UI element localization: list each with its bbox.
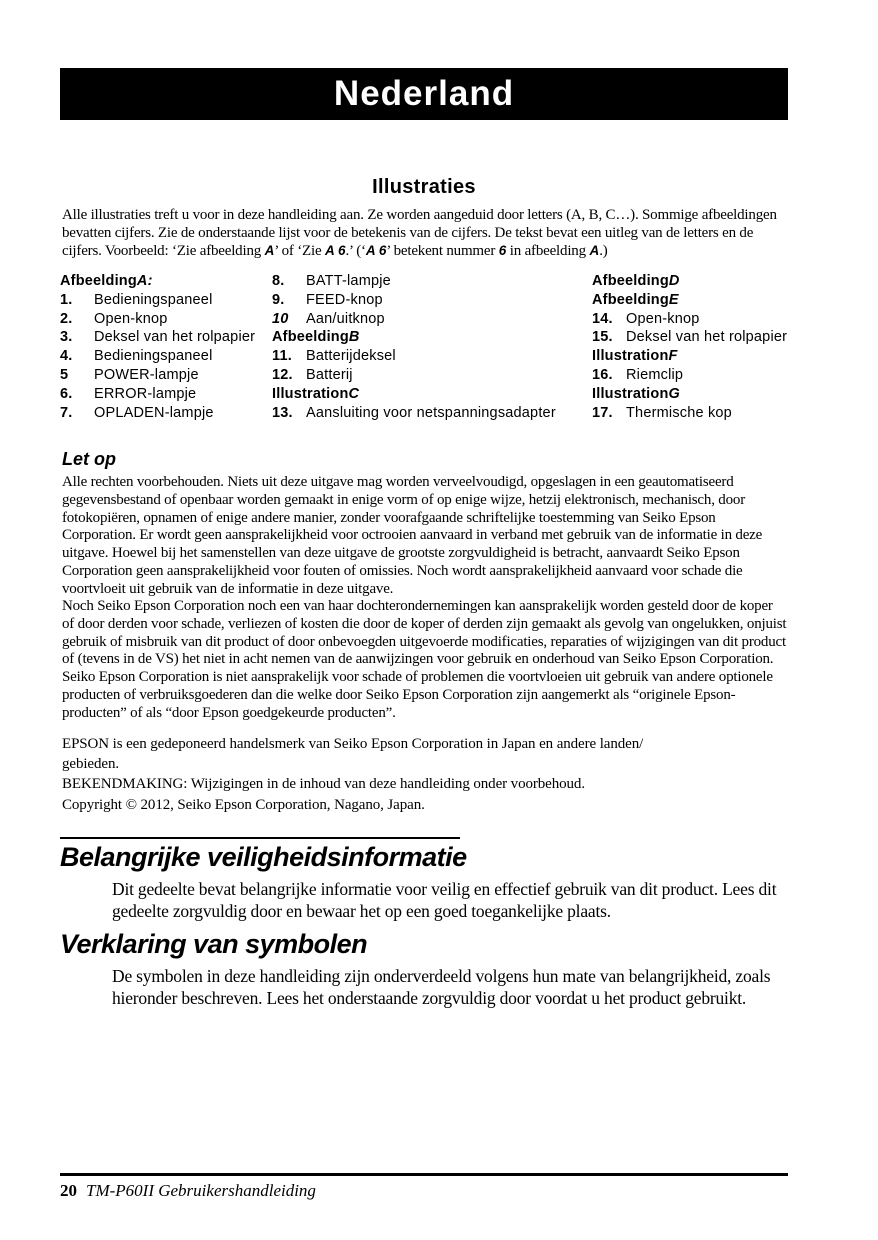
list-item [272,347,592,366]
list-header-letter: E [668,291,679,308]
list-header-label: Illustration [592,348,669,365]
list-item-number: 6. [60,385,73,402]
intro-text: ’ betekent nummer [386,243,499,259]
list-item-number: 11. [272,348,292,365]
figure-ref: A 6 [365,243,387,258]
legend-column-3 [592,272,787,422]
list-item-number: 5 [60,366,69,383]
list-item-label: ERROR-lampje [94,385,197,402]
list-header-letter: F [668,348,678,365]
symbols-heading: Verklaring van symbolen [60,929,368,960]
caution-heading: Let op [62,449,116,470]
language-banner: Nederland [60,68,788,120]
list-header-label: Afbeelding [592,273,669,289]
intro-text: .’ (‘ [345,243,366,259]
intro-paragraph [62,206,786,260]
list-item-number: 14. [592,310,613,327]
intro-text: Alle illustraties treft u voor in deze handleiding aan. Ze worden aangeduid door letters (A, B, C…). Sommige afbeeldingen bevatten cijfers. Zie de onderstaande lijst voor de betekenis van de cijfers. De tekst bevat een uitleg van de letters en de cijfers. Voorbeeld: ‘Zie afbeelding [62,207,777,259]
figure-letter: A [589,243,600,258]
list-header-letter: G [668,385,680,402]
list-item [60,385,272,404]
list-item-label: Batterij [306,366,353,383]
list-header-label: Illustration [592,385,669,402]
illustrations-heading: Illustraties [372,176,476,198]
list-header [592,272,787,291]
list-item-number: 12. [272,366,293,383]
figure-ref: A 6 [324,243,346,258]
list-item-label: Riemclip [626,366,684,383]
intro-text: in afbeelding [506,243,590,259]
list-header-label: Afbeelding [592,291,669,308]
list-item-label: OPLADEN-lampje [94,404,214,421]
list-item-number: 2. [60,310,73,327]
list-item-number: 1. [60,291,73,308]
list-header [60,272,272,291]
list-item-number: 7. [60,404,73,421]
list-item [60,404,272,423]
list-header-label: Illustration [272,385,349,402]
list-item [272,272,592,291]
manual-title: TM-P60II Gebruikershandleiding [86,1181,316,1200]
list-item-number: 8. [272,273,285,289]
list-item-number: 15. [592,329,613,346]
list-item-label: Deksel van het rolpapier [94,329,256,346]
section-overline [60,837,460,839]
intro-text: .) [599,243,608,259]
legend-column-1 [60,272,272,422]
list-item-number: 3. [60,329,73,346]
list-item-label: Aan/uitknop [306,310,385,327]
list-item-label: BATT-lampje [306,273,391,289]
list-header-label: Afbeelding [272,329,349,346]
list-item-number: 16. [592,366,613,383]
intro-text: ’ of ‘Zie [274,243,325,259]
list-item [60,291,272,310]
legend-column-2 [272,272,592,422]
list-item [592,404,787,423]
list-item-number: 10 [272,310,289,327]
list-item [60,310,272,329]
legal-paragraph-3: Seiko Epson Corporation is niet aansprakelijk voor schade of problemen die voortvloeien uit gebruik van andere optionele producten of verbruiksgoederen dan die welke door Seiko Epson Corporation zijn aangemerkt als “originele Epson-producten” of als “door Epson goedgekeurde producten”. [62,669,773,721]
footer-rule [60,1173,788,1176]
trademark-line: EPSON is een gedeponeerd handelsmerk van Seiko Epson Corporation in Japan en andere landen/ [62,736,644,753]
list-header [592,385,787,404]
figure-legend-columns [60,272,788,422]
list-item-label: Aansluiting voor netspanningsadapter [306,404,556,421]
list-item [592,310,787,329]
list-item-label: FEED-knop [306,291,383,308]
list-item-label: Bedieningspaneel [94,291,213,308]
list-item-label: Batterijdeksel [306,348,396,365]
page-content [60,0,788,1009]
safety-info-heading: Belangrijke veiligheidsinformatie [60,842,467,873]
list-header [272,385,592,404]
list-item [60,347,272,366]
list-item [60,328,272,347]
list-header [592,291,787,310]
list-item-label: Bedieningspaneel [94,348,213,365]
trademark-line: gebieden. [62,756,119,773]
list-item [272,404,592,423]
list-item [592,328,787,347]
legal-paragraph-2: Noch Seiko Epson Corporation noch een van haar dochterondernemingen kan aansprakelijk worden gesteld door de koper of door derden voor schade, verliezen of kosten die door de koper of derden zijn gemaakt als gevolg van ongelukken, onjuist gebruik of misbruik van dit product of door onbevoegden uitgevoerde modificaties, reparaties of wijzigingen van dit product of (tevens in de VS) het niet in acht nemen van de aanwijzingen voor gebruik en onderhoud van Seiko Epson Corporation. [62,598,787,668]
list-header [592,347,787,366]
list-item-label: Open-knop [626,310,700,327]
page-footer [60,1181,316,1201]
list-header-label: Afbeelding [60,273,137,289]
trademark-notices [62,734,788,815]
symbols-paragraph: De symbolen in deze handleiding zijn onderverdeeld volgens hun mate van belangrijkheid, zoals hieronder beschreven. Lees het onderstaande zorgvuldig door voordat u het product gebruikt. [112,966,771,1009]
notice-line: BEKENDMAKING: Wijzigingen in de inhoud van deze handleiding onder voorbehoud. [62,776,585,793]
legal-paragraph-1: Alle rechten voorbehouden. Niets uit deze uitgave mag worden verveelvoudigd, opgeslagen in een geautomatiseerd gegevensbestand of openbaar worden gemaakt in enige vorm of op enige wijze, hetzij elektronisch, mechanisch, door fotokopiëren, opnamen of enige andere manier, zonder voorafgaande schriftelijke toestemming van Seiko Epson Corporation. Er wordt geen aansprakelijkheid voor octrooien aanvaard in verband met gebruik van de informatie in deze uitgave. Hoewel bij het samenstellen van deze uitgave de grootste zorgvuldigheid is betracht, aanvaardt Seiko Epson Corporation geen aansprakelijkheid voor fouten of omissies. Noch wordt aansprakelijkheid aanvaard voor schade die voortvloeit uit gebruik van de informatie in deze uitgave. [62,474,763,597]
list-item-label: Thermische kop [626,404,732,421]
list-header-letter: B [348,329,360,346]
list-item-label: POWER-lampje [94,366,199,383]
list-header-letter: C [348,385,360,402]
list-item [60,366,272,385]
list-item [592,366,787,385]
list-item-label: Open-knop [94,310,168,327]
list-item [272,291,592,310]
page-number: 20 [60,1181,77,1200]
list-item [272,366,592,385]
figure-number: 6 [498,243,507,258]
list-item-label: Deksel van het rolpapier [626,329,788,346]
list-header-letter: A: [136,273,153,289]
list-item [272,310,592,329]
figure-letter: A [264,243,275,258]
copyright-line: Copyright © 2012, Seiko Epson Corporation, Nagano, Japan. [62,797,425,814]
list-header-letter: D [668,273,680,289]
list-item-number: 9. [272,291,285,308]
list-item-number: 13. [272,404,293,421]
safety-info-paragraph: Dit gedeelte bevat belangrijke informatie voor veilig en effectief gebruik van dit product. Lees dit gedeelte zorgvuldig door en bewaar het op een goed toegankelijke plaats. [112,879,777,922]
list-item-number: 17. [592,404,613,421]
list-item-number: 4. [60,348,73,365]
list-header [272,328,592,347]
